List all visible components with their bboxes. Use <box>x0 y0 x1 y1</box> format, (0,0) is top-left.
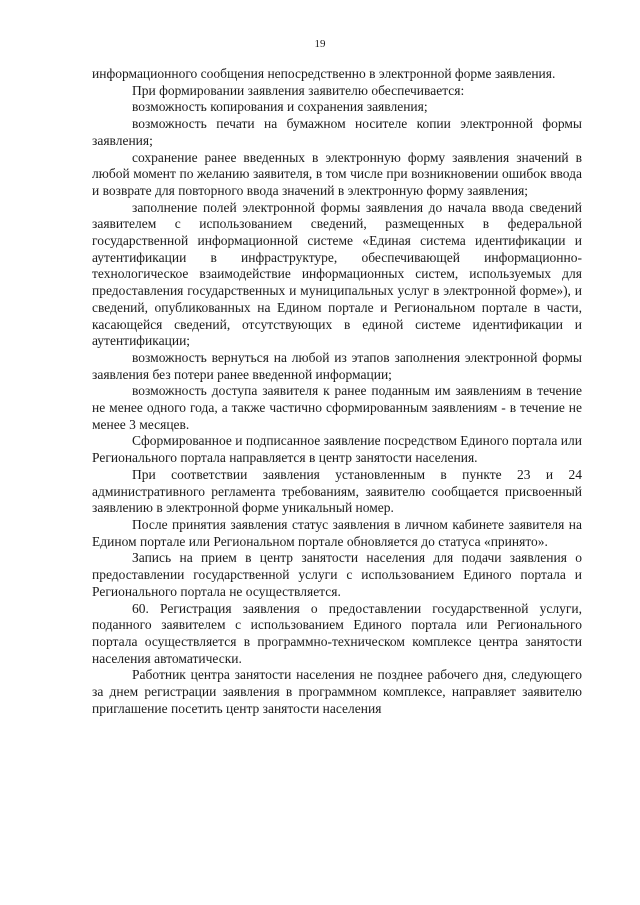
document-body <box>92 66 582 717</box>
paragraph: Запись на прием в центр занятости населения для подачи заявления о предоставлении государственной услуги с использованием Единого портала и Регионального портала не осуществляется. <box>92 550 582 599</box>
paragraph: возможность печати на бумажном носителе копии электронной формы заявления; <box>92 116 582 148</box>
paragraph: При формировании заявления заявителю обеспечивается: <box>132 82 465 98</box>
page-number: 19 <box>314 38 326 50</box>
paragraph: 60. Регистрация заявления о предоставлении государственной услуги, поданного заявителем с использованием Единого портала или Регионального портала осуществляется в программно-техническом комплексе центра занятости населения автоматически. <box>92 600 582 666</box>
paragraph: При соответствии заявления установленным в пункте 23 и 24 административного регламента требованиям, заявителю сообщается присвоенный заявлению в электронной форме уникальный номер. <box>92 466 582 516</box>
paragraph: информационного сообщения непосредственно в электронной форме заявления. <box>92 66 556 81</box>
paragraph: возможность доступа заявителя к ранее поданным им заявлениям в течение не менее одного года, а также частично сформированным заявлениям - в течение не менее 3 месяцев. <box>92 383 582 432</box>
paragraph: сохранение ранее введенных в электронную форму заявления значений в любой момент по желанию заявителя, в том числе при возникновении ошибок ввода и возврате для повторного ввода значений в электронную форму заявления; <box>92 149 582 198</box>
paragraph: возможность вернуться на любой из этапов заполнения электронной формы заявления без потери ранее введенной информации; <box>92 349 582 382</box>
paragraph: возможность копирования и сохранения заявления; <box>132 99 428 115</box>
paragraph: Сформированное и подписанное заявление посредством Единого портала или Регионального портала направляется в центр занятости населения. <box>92 433 582 466</box>
paragraph: заполнение полей электронной формы заявления до начала ввода сведений заявителем с использованием сведений, размещенных в федеральной государственной информационной системе «Единая система идентификации и аутентификации в инфраструктуре, обеспечивающей информационно-технологическое взаимодействие информационных систем, используемых для предоставления государственных и муниципальных услуг в электронной форме»), и сведений, опубликованных на Едином портале и Региональном портале в части, касающейся сведений, отсутствующих в единой системе идентификации и аутентификации; <box>92 199 582 349</box>
paragraph: После принятия заявления статус заявления в личном кабинете заявителя на Едином портале или Региональном портале обновляется до статуса «принято». <box>92 516 582 549</box>
paragraph: Работник центра занятости населения не позднее рабочего дня, следующего за днем регистрации заявления в программном комплексе, направляет заявителю приглашение посетить центр занятости населения <box>92 667 582 716</box>
